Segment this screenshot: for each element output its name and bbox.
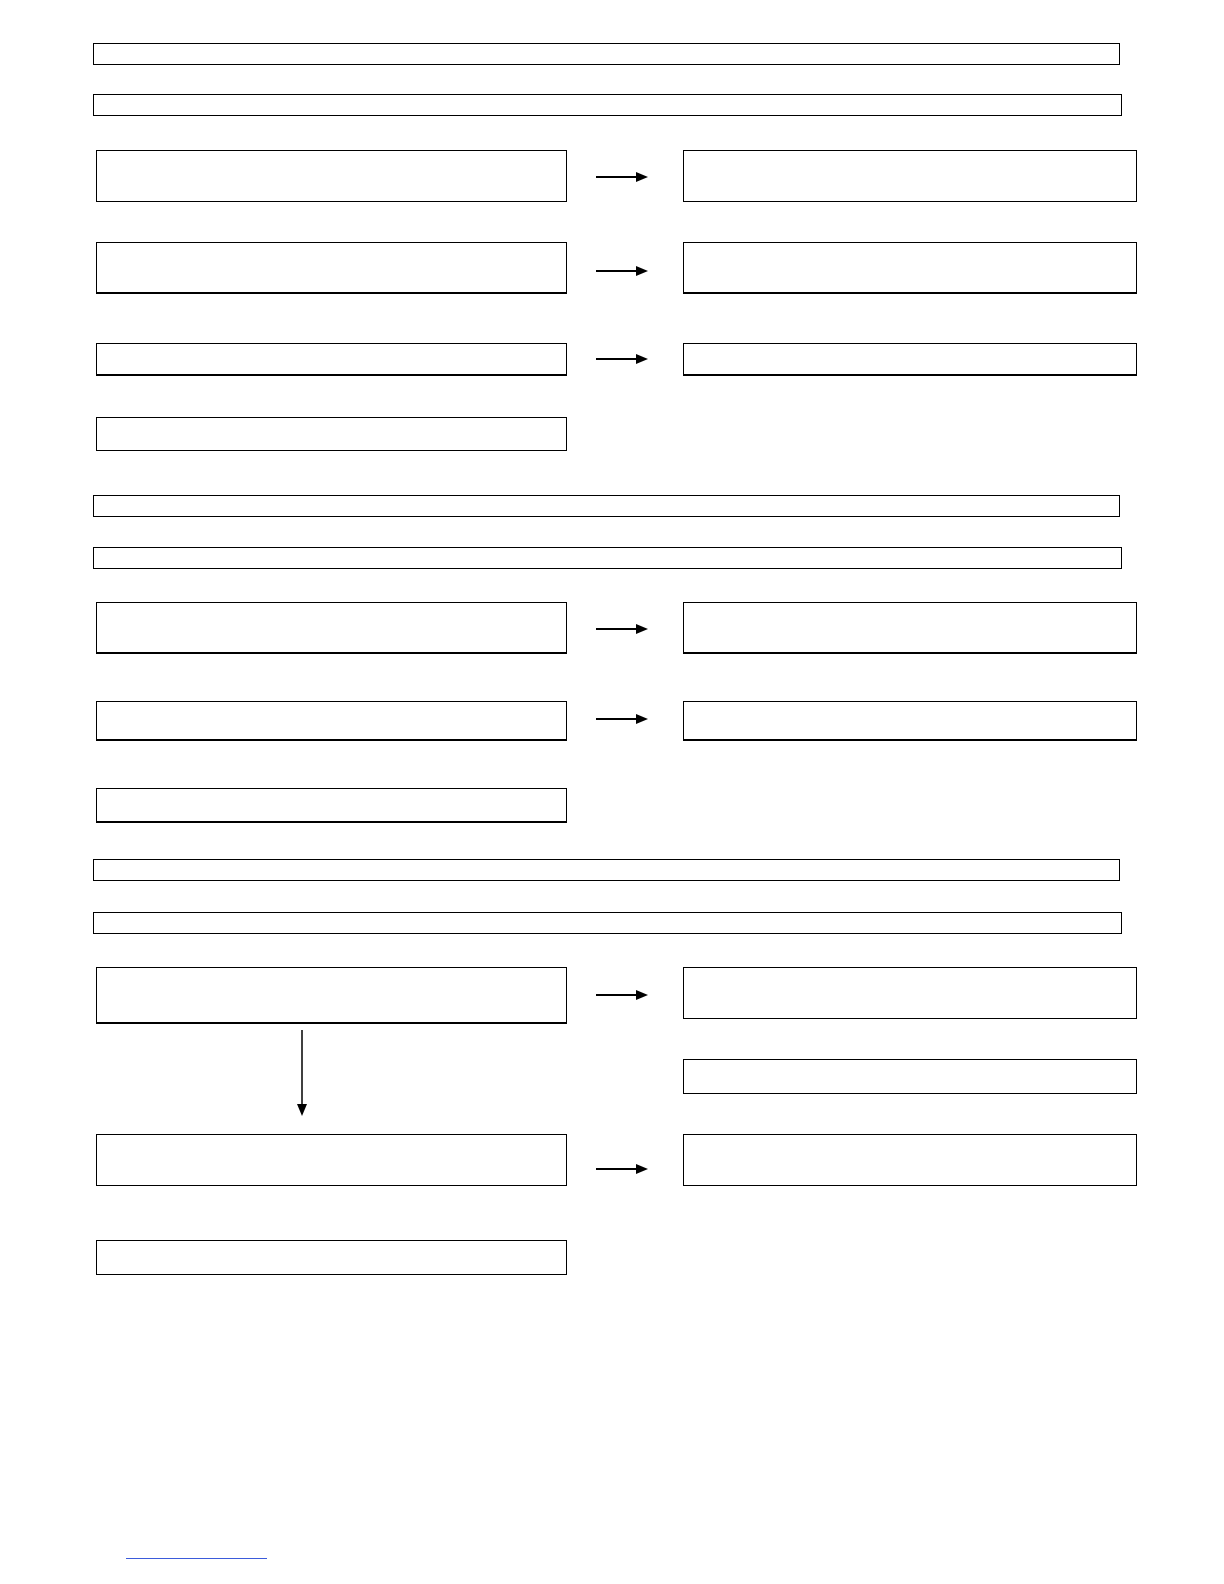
- s3-row1-right-box: [683, 967, 1137, 1019]
- s1-row2-left-box: [96, 242, 567, 294]
- section-3-subheader: [93, 912, 1122, 934]
- s2-row3-left-box: [96, 788, 567, 823]
- s1-row3-left-box: [96, 343, 567, 376]
- s1-row1-arrow: [596, 171, 648, 183]
- s1-row3-arrow: [596, 353, 648, 365]
- section-2-header: [93, 495, 1120, 517]
- s1-row3-right-box: [683, 343, 1137, 376]
- footer-link[interactable]: [126, 1558, 267, 1559]
- s3-down-arrow: [296, 1030, 308, 1116]
- s3-row2-left-box: [96, 1134, 567, 1186]
- s3-row2-arrow: [596, 1163, 648, 1175]
- s3-row3-left-box: [96, 1240, 567, 1275]
- s3-row1-arrow: [596, 989, 648, 1001]
- s3-row1-left-box: [96, 967, 567, 1024]
- s1-row1-right-box: [683, 150, 1137, 202]
- s3-row2-right-box: [683, 1134, 1137, 1186]
- section-1-subheader: [93, 94, 1122, 116]
- s2-row1-right-box: [683, 602, 1137, 654]
- s3-row1-right-extra-box: [683, 1059, 1137, 1094]
- s2-row2-arrow: [596, 713, 648, 725]
- section-1-header: [93, 43, 1120, 65]
- section-2-subheader: [93, 547, 1122, 569]
- s1-row2-arrow: [596, 265, 648, 277]
- s2-row1-arrow: [596, 623, 648, 635]
- section-3-header: [93, 859, 1120, 881]
- s1-row2-right-box: [683, 242, 1137, 294]
- s2-row2-right-box: [683, 701, 1137, 741]
- s1-row1-left-box: [96, 150, 567, 202]
- s1-row4-left-box: [96, 417, 567, 451]
- s2-row1-left-box: [96, 602, 567, 654]
- s2-row2-left-box: [96, 701, 567, 741]
